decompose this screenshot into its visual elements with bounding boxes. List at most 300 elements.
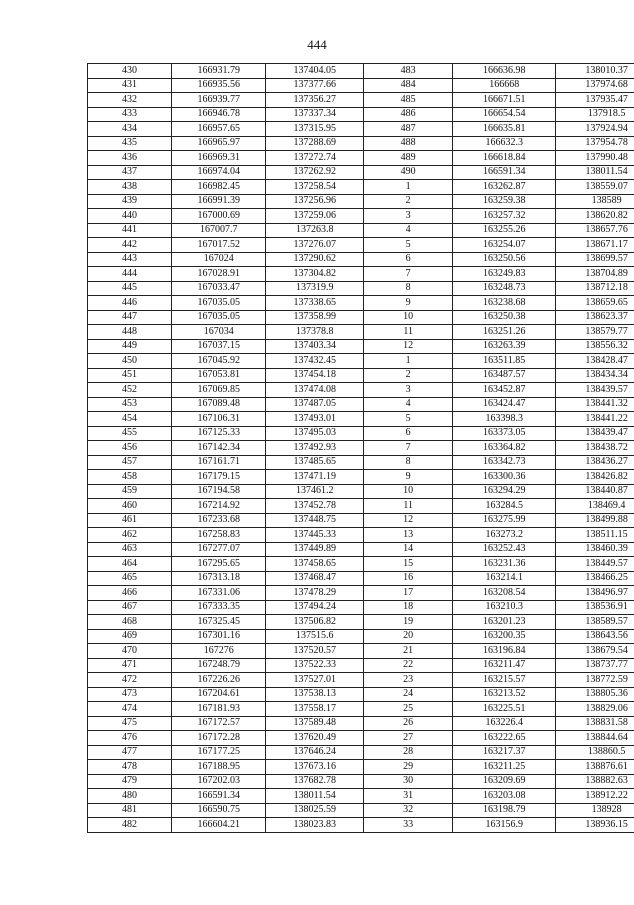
x-coordinate-left-cell: 167181.93 <box>171 702 265 717</box>
x-coordinate-left-cell: 167125.33 <box>171 426 265 441</box>
x-coordinate-left-cell: 167233.68 <box>171 513 265 528</box>
x-coordinate-left-cell: 167161.71 <box>171 455 265 470</box>
table-row <box>88 368 634 383</box>
y-coordinate-left-cell: 137673.16 <box>266 760 364 775</box>
table-row <box>88 93 634 108</box>
x-coordinate-left-cell: 167000.69 <box>171 209 265 224</box>
point-number-left-cell: 431 <box>88 78 172 93</box>
point-number-left-cell: 439 <box>88 194 172 209</box>
x-coordinate-left-cell: 167248.79 <box>171 658 265 673</box>
y-coordinate-left-cell: 137478.29 <box>266 586 364 601</box>
x-coordinate-left-cell: 167179.15 <box>171 470 265 485</box>
point-number-left-cell: 477 <box>88 745 172 760</box>
x-coordinate-right-cell: 163373.05 <box>453 426 556 441</box>
y-coordinate-right-cell: 138466.25 <box>556 571 634 586</box>
table-row <box>88 426 634 441</box>
y-coordinate-right-cell: 138426.82 <box>556 470 634 485</box>
point-number-right-cell: 5 <box>364 412 453 427</box>
y-coordinate-right-cell: 138436.27 <box>556 455 634 470</box>
x-coordinate-left-cell: 167142.34 <box>171 441 265 456</box>
point-number-left-cell: 480 <box>88 789 172 804</box>
x-coordinate-left-cell: 166931.79 <box>171 64 265 79</box>
y-coordinate-left-cell: 137263.8 <box>266 223 364 238</box>
y-coordinate-right-cell: 138936.15 <box>556 818 634 833</box>
point-number-right-cell: 7 <box>364 441 453 456</box>
point-number-left-cell: 453 <box>88 397 172 412</box>
point-number-left-cell: 442 <box>88 238 172 253</box>
x-coordinate-right-cell: 163250.56 <box>453 252 556 267</box>
y-coordinate-left-cell: 137538.13 <box>266 687 364 702</box>
point-number-right-cell: 1 <box>364 354 453 369</box>
y-coordinate-right-cell: 138440.87 <box>556 484 634 499</box>
table-row <box>88 499 634 514</box>
y-coordinate-left-cell: 137646.24 <box>266 745 364 760</box>
y-coordinate-left-cell: 137432.45 <box>266 354 364 369</box>
table-row <box>88 441 634 456</box>
point-number-right-cell: 484 <box>364 78 453 93</box>
point-number-right-cell: 24 <box>364 687 453 702</box>
point-number-right-cell: 6 <box>364 252 453 267</box>
x-coordinate-right-cell: 163424.47 <box>453 397 556 412</box>
y-coordinate-left-cell: 137356.27 <box>266 93 364 108</box>
x-coordinate-left-cell: 167028.91 <box>171 267 265 282</box>
y-coordinate-left-cell: 137494.24 <box>266 600 364 615</box>
x-coordinate-right-cell: 163215.57 <box>453 673 556 688</box>
point-number-left-cell: 432 <box>88 93 172 108</box>
y-coordinate-left-cell: 138011.54 <box>266 789 364 804</box>
point-number-right-cell: 14 <box>364 542 453 557</box>
x-coordinate-right-cell: 166618.84 <box>453 151 556 166</box>
y-coordinate-left-cell: 137256.96 <box>266 194 364 209</box>
point-number-left-cell: 441 <box>88 223 172 238</box>
x-coordinate-left-cell: 167301.16 <box>171 629 265 644</box>
y-coordinate-right-cell: 138671.17 <box>556 238 634 253</box>
table-row <box>88 716 634 731</box>
point-number-left-cell: 456 <box>88 441 172 456</box>
point-number-left-cell: 479 <box>88 774 172 789</box>
point-number-right-cell: 11 <box>364 499 453 514</box>
y-coordinate-left-cell: 137522.33 <box>266 658 364 673</box>
x-coordinate-right-cell: 163252.43 <box>453 542 556 557</box>
point-number-left-cell: 461 <box>88 513 172 528</box>
x-coordinate-right-cell: 163231.36 <box>453 557 556 572</box>
point-number-left-cell: 476 <box>88 731 172 746</box>
x-coordinate-left-cell: 167214.92 <box>171 499 265 514</box>
x-coordinate-right-cell: 163156.9 <box>453 818 556 833</box>
y-coordinate-left-cell: 138023.83 <box>266 818 364 833</box>
point-number-right-cell: 4 <box>364 397 453 412</box>
x-coordinate-right-cell: 163257.32 <box>453 209 556 224</box>
y-coordinate-right-cell: 138772.59 <box>556 673 634 688</box>
x-coordinate-left-cell: 166991.39 <box>171 194 265 209</box>
y-coordinate-right-cell: 138536.91 <box>556 600 634 615</box>
x-coordinate-left-cell: 166969.31 <box>171 151 265 166</box>
point-number-right-cell: 490 <box>364 165 453 180</box>
y-coordinate-right-cell: 137974.68 <box>556 78 634 93</box>
point-number-left-cell: 443 <box>88 252 172 267</box>
table-row <box>88 702 634 717</box>
point-number-right-cell: 10 <box>364 484 453 499</box>
table-row <box>88 484 634 499</box>
point-number-right-cell: 1 <box>364 180 453 195</box>
x-coordinate-left-cell: 167258.83 <box>171 528 265 543</box>
table-row <box>88 267 634 282</box>
table-row <box>88 557 634 572</box>
point-number-right-cell: 13 <box>364 528 453 543</box>
point-number-right-cell: 8 <box>364 281 453 296</box>
x-coordinate-left-cell: 167204.61 <box>171 687 265 702</box>
point-number-right-cell: 19 <box>364 615 453 630</box>
y-coordinate-left-cell: 137527.01 <box>266 673 364 688</box>
point-number-right-cell: 3 <box>364 209 453 224</box>
x-coordinate-right-cell: 166654.54 <box>453 107 556 122</box>
y-coordinate-left-cell: 137288.69 <box>266 136 364 151</box>
x-coordinate-right-cell: 166591.34 <box>453 165 556 180</box>
x-coordinate-left-cell: 166591.34 <box>171 789 265 804</box>
y-coordinate-right-cell: 137935.47 <box>556 93 634 108</box>
x-coordinate-left-cell: 167037.15 <box>171 339 265 354</box>
y-coordinate-left-cell: 137558.17 <box>266 702 364 717</box>
x-coordinate-left-cell: 167295.65 <box>171 557 265 572</box>
point-number-right-cell: 15 <box>364 557 453 572</box>
y-coordinate-left-cell: 137468.47 <box>266 571 364 586</box>
table-row <box>88 354 634 369</box>
y-coordinate-left-cell: 137259.06 <box>266 209 364 224</box>
table-row <box>88 151 634 166</box>
table-row <box>88 325 634 340</box>
point-number-right-cell: 12 <box>364 339 453 354</box>
y-coordinate-left-cell: 138025.59 <box>266 803 364 818</box>
y-coordinate-left-cell: 137304.82 <box>266 267 364 282</box>
point-number-left-cell: 449 <box>88 339 172 354</box>
x-coordinate-right-cell: 163211.47 <box>453 658 556 673</box>
x-coordinate-left-cell: 167188.95 <box>171 760 265 775</box>
x-coordinate-left-cell: 166590.75 <box>171 803 265 818</box>
y-coordinate-right-cell: 138579.77 <box>556 325 634 340</box>
point-number-right-cell: 489 <box>364 151 453 166</box>
y-coordinate-right-cell: 138439.47 <box>556 426 634 441</box>
x-coordinate-left-cell: 167017.52 <box>171 238 265 253</box>
point-number-right-cell: 18 <box>364 600 453 615</box>
y-coordinate-right-cell: 138657.76 <box>556 223 634 238</box>
y-coordinate-right-cell: 138496.97 <box>556 586 634 601</box>
x-coordinate-left-cell: 167172.28 <box>171 731 265 746</box>
y-coordinate-right-cell: 138556.32 <box>556 339 634 354</box>
table-row <box>88 513 634 528</box>
y-coordinate-right-cell: 137918.5 <box>556 107 634 122</box>
x-coordinate-right-cell: 163364.82 <box>453 441 556 456</box>
point-number-left-cell: 445 <box>88 281 172 296</box>
point-number-left-cell: 467 <box>88 600 172 615</box>
point-number-left-cell: 454 <box>88 412 172 427</box>
table-row <box>88 209 634 224</box>
table-row <box>88 571 634 586</box>
x-coordinate-right-cell: 163226.4 <box>453 716 556 731</box>
y-coordinate-left-cell: 137262.92 <box>266 165 364 180</box>
y-coordinate-left-cell: 137315.95 <box>266 122 364 137</box>
y-coordinate-right-cell: 137990.48 <box>556 151 634 166</box>
y-coordinate-left-cell: 137448.75 <box>266 513 364 528</box>
x-coordinate-right-cell: 163273.2 <box>453 528 556 543</box>
table-row <box>88 586 634 601</box>
point-number-right-cell: 25 <box>364 702 453 717</box>
y-coordinate-right-cell: 138010.37 <box>556 64 634 79</box>
y-coordinate-right-cell: 138589.57 <box>556 615 634 630</box>
point-number-left-cell: 451 <box>88 368 172 383</box>
x-coordinate-right-cell: 163259.38 <box>453 194 556 209</box>
x-coordinate-right-cell: 163250.38 <box>453 310 556 325</box>
x-coordinate-left-cell: 166974.04 <box>171 165 265 180</box>
point-number-right-cell: 20 <box>364 629 453 644</box>
y-coordinate-left-cell: 137319.9 <box>266 281 364 296</box>
page-number: 444 <box>307 37 327 52</box>
table-row <box>88 542 634 557</box>
y-coordinate-left-cell: 137404.05 <box>266 64 364 79</box>
point-number-right-cell: 11 <box>364 325 453 340</box>
point-number-right-cell: 27 <box>364 731 453 746</box>
y-coordinate-left-cell: 137272.74 <box>266 151 364 166</box>
y-coordinate-right-cell: 137924.94 <box>556 122 634 137</box>
x-coordinate-right-cell: 163217.37 <box>453 745 556 760</box>
point-number-right-cell: 2 <box>364 368 453 383</box>
point-number-right-cell: 16 <box>364 571 453 586</box>
x-coordinate-left-cell: 167053.81 <box>171 368 265 383</box>
table-row <box>88 223 634 238</box>
y-coordinate-right-cell: 138659.65 <box>556 296 634 311</box>
y-coordinate-right-cell: 138844.64 <box>556 731 634 746</box>
point-number-right-cell: 488 <box>364 136 453 151</box>
x-coordinate-right-cell: 163225.51 <box>453 702 556 717</box>
table-row <box>88 194 634 209</box>
x-coordinate-right-cell: 163294.29 <box>453 484 556 499</box>
x-coordinate-right-cell: 163275.99 <box>453 513 556 528</box>
x-coordinate-right-cell: 163214.1 <box>453 571 556 586</box>
point-number-left-cell: 455 <box>88 426 172 441</box>
x-coordinate-left-cell: 167069.85 <box>171 383 265 398</box>
y-coordinate-left-cell: 137471.19 <box>266 470 364 485</box>
point-number-left-cell: 471 <box>88 658 172 673</box>
y-coordinate-left-cell: 137487.05 <box>266 397 364 412</box>
point-number-left-cell: 466 <box>88 586 172 601</box>
table-row <box>88 180 634 195</box>
x-coordinate-right-cell: 166635.81 <box>453 122 556 137</box>
table-row <box>88 107 634 122</box>
point-number-left-cell: 446 <box>88 296 172 311</box>
y-coordinate-right-cell: 138912.22 <box>556 789 634 804</box>
point-number-left-cell: 478 <box>88 760 172 775</box>
y-coordinate-right-cell: 138499.88 <box>556 513 634 528</box>
table-row <box>88 310 634 325</box>
x-coordinate-left-cell: 167194.58 <box>171 484 265 499</box>
point-number-right-cell: 8 <box>364 455 453 470</box>
x-coordinate-left-cell: 166604.21 <box>171 818 265 833</box>
point-number-left-cell: 458 <box>88 470 172 485</box>
x-coordinate-right-cell: 163213.52 <box>453 687 556 702</box>
point-number-right-cell: 22 <box>364 658 453 673</box>
table-row <box>88 615 634 630</box>
table-row <box>88 122 634 137</box>
y-coordinate-left-cell: 137461.2 <box>266 484 364 499</box>
point-number-left-cell: 430 <box>88 64 172 79</box>
point-number-left-cell: 482 <box>88 818 172 833</box>
y-coordinate-left-cell: 137589.48 <box>266 716 364 731</box>
x-coordinate-right-cell: 163284.5 <box>453 499 556 514</box>
x-coordinate-left-cell: 167033.47 <box>171 281 265 296</box>
point-number-right-cell: 486 <box>364 107 453 122</box>
point-number-left-cell: 450 <box>88 354 172 369</box>
x-coordinate-left-cell: 167035.05 <box>171 310 265 325</box>
y-coordinate-left-cell: 137458.65 <box>266 557 364 572</box>
x-coordinate-left-cell: 167333.35 <box>171 600 265 615</box>
y-coordinate-left-cell: 137495.03 <box>266 426 364 441</box>
point-number-left-cell: 463 <box>88 542 172 557</box>
point-number-right-cell: 483 <box>364 64 453 79</box>
point-number-right-cell: 6 <box>364 426 453 441</box>
x-coordinate-left-cell: 167024 <box>171 252 265 267</box>
x-coordinate-left-cell: 166982.45 <box>171 180 265 195</box>
y-coordinate-right-cell: 138438.72 <box>556 441 634 456</box>
y-coordinate-right-cell: 138737.77 <box>556 658 634 673</box>
point-number-left-cell: 472 <box>88 673 172 688</box>
point-number-right-cell: 12 <box>364 513 453 528</box>
y-coordinate-left-cell: 137515.6 <box>266 629 364 644</box>
y-coordinate-right-cell: 138712.18 <box>556 281 634 296</box>
x-coordinate-right-cell: 166632.3 <box>453 136 556 151</box>
point-number-left-cell: 475 <box>88 716 172 731</box>
point-number-left-cell: 440 <box>88 209 172 224</box>
x-coordinate-right-cell: 163210.3 <box>453 600 556 615</box>
y-coordinate-left-cell: 137682.78 <box>266 774 364 789</box>
y-coordinate-right-cell: 138434.34 <box>556 368 634 383</box>
point-number-left-cell: 433 <box>88 107 172 122</box>
table-row <box>88 455 634 470</box>
y-coordinate-left-cell: 137338.65 <box>266 296 364 311</box>
table-row <box>88 397 634 412</box>
x-coordinate-right-cell: 163398.3 <box>453 412 556 427</box>
x-coordinate-right-cell: 163342.73 <box>453 455 556 470</box>
x-coordinate-right-cell: 163203.08 <box>453 789 556 804</box>
table-row <box>88 252 634 267</box>
x-coordinate-right-cell: 163263.39 <box>453 339 556 354</box>
x-coordinate-left-cell: 166957.65 <box>171 122 265 137</box>
x-coordinate-left-cell: 167277.07 <box>171 542 265 557</box>
y-coordinate-right-cell: 138620.82 <box>556 209 634 224</box>
y-coordinate-right-cell: 138441.32 <box>556 397 634 412</box>
x-coordinate-left-cell: 167276 <box>171 644 265 659</box>
point-number-right-cell: 21 <box>364 644 453 659</box>
y-coordinate-left-cell: 137474.08 <box>266 383 364 398</box>
point-number-left-cell: 469 <box>88 629 172 644</box>
y-coordinate-right-cell: 138428.47 <box>556 354 634 369</box>
table-row <box>88 774 634 789</box>
table-row <box>88 803 634 818</box>
point-number-right-cell: 3 <box>364 383 453 398</box>
y-coordinate-left-cell: 137403.34 <box>266 339 364 354</box>
table-row <box>88 818 634 833</box>
y-coordinate-right-cell: 138831.58 <box>556 716 634 731</box>
y-coordinate-right-cell: 138882.63 <box>556 774 634 789</box>
x-coordinate-right-cell: 163200.35 <box>453 629 556 644</box>
x-coordinate-right-cell: 163196.84 <box>453 644 556 659</box>
y-coordinate-left-cell: 137377.66 <box>266 78 364 93</box>
x-coordinate-right-cell: 163222.65 <box>453 731 556 746</box>
y-coordinate-right-cell: 138704.89 <box>556 267 634 282</box>
point-number-right-cell: 31 <box>364 789 453 804</box>
point-number-left-cell: 481 <box>88 803 172 818</box>
table-row <box>88 745 634 760</box>
point-number-right-cell: 23 <box>364 673 453 688</box>
x-coordinate-right-cell: 163208.54 <box>453 586 556 601</box>
point-number-right-cell: 33 <box>364 818 453 833</box>
x-coordinate-left-cell: 167089.48 <box>171 397 265 412</box>
x-coordinate-right-cell: 163201.23 <box>453 615 556 630</box>
x-coordinate-left-cell: 167313.18 <box>171 571 265 586</box>
x-coordinate-left-cell: 167034 <box>171 325 265 340</box>
y-coordinate-right-cell: 138449.57 <box>556 557 634 572</box>
point-number-right-cell: 30 <box>364 774 453 789</box>
y-coordinate-right-cell: 138589 <box>556 194 634 209</box>
table-row <box>88 789 634 804</box>
x-coordinate-right-cell: 163300.36 <box>453 470 556 485</box>
point-number-right-cell: 487 <box>364 122 453 137</box>
x-coordinate-left-cell: 167035.05 <box>171 296 265 311</box>
y-coordinate-right-cell: 138511.15 <box>556 528 634 543</box>
table-row <box>88 281 634 296</box>
point-number-left-cell: 465 <box>88 571 172 586</box>
table-row <box>88 78 634 93</box>
y-coordinate-right-cell: 138460.39 <box>556 542 634 557</box>
y-coordinate-right-cell: 138623.37 <box>556 310 634 325</box>
y-coordinate-left-cell: 137493.01 <box>266 412 364 427</box>
table-row <box>88 165 634 180</box>
y-coordinate-right-cell: 138805.36 <box>556 687 634 702</box>
y-coordinate-right-cell: 138699.57 <box>556 252 634 267</box>
y-coordinate-left-cell: 137358.99 <box>266 310 364 325</box>
x-coordinate-right-cell: 163238.68 <box>453 296 556 311</box>
y-coordinate-left-cell: 137454.18 <box>266 368 364 383</box>
x-coordinate-left-cell: 166946.78 <box>171 107 265 122</box>
y-coordinate-right-cell: 138643.56 <box>556 629 634 644</box>
table-row <box>88 658 634 673</box>
point-number-left-cell: 474 <box>88 702 172 717</box>
x-coordinate-right-cell: 166668 <box>453 78 556 93</box>
point-number-left-cell: 435 <box>88 136 172 151</box>
x-coordinate-right-cell: 163255.26 <box>453 223 556 238</box>
x-coordinate-right-cell: 163262.87 <box>453 180 556 195</box>
y-coordinate-left-cell: 137485.65 <box>266 455 364 470</box>
y-coordinate-right-cell: 138876.61 <box>556 760 634 775</box>
x-coordinate-left-cell: 167007.7 <box>171 223 265 238</box>
point-number-left-cell: 470 <box>88 644 172 659</box>
point-number-right-cell: 9 <box>364 296 453 311</box>
x-coordinate-left-cell: 167177.25 <box>171 745 265 760</box>
point-number-left-cell: 434 <box>88 122 172 137</box>
table-row <box>88 629 634 644</box>
x-coordinate-left-cell: 167172.57 <box>171 716 265 731</box>
point-number-left-cell: 448 <box>88 325 172 340</box>
y-coordinate-left-cell: 137258.54 <box>266 180 364 195</box>
point-number-right-cell: 4 <box>364 223 453 238</box>
y-coordinate-left-cell: 137620.49 <box>266 731 364 746</box>
point-number-right-cell: 485 <box>364 93 453 108</box>
point-number-right-cell: 29 <box>364 760 453 775</box>
y-coordinate-right-cell: 138860.5 <box>556 745 634 760</box>
y-coordinate-right-cell: 138679.54 <box>556 644 634 659</box>
x-coordinate-left-cell: 167045.92 <box>171 354 265 369</box>
point-number-right-cell: 17 <box>364 586 453 601</box>
y-coordinate-left-cell: 137290.62 <box>266 252 364 267</box>
table-row <box>88 528 634 543</box>
